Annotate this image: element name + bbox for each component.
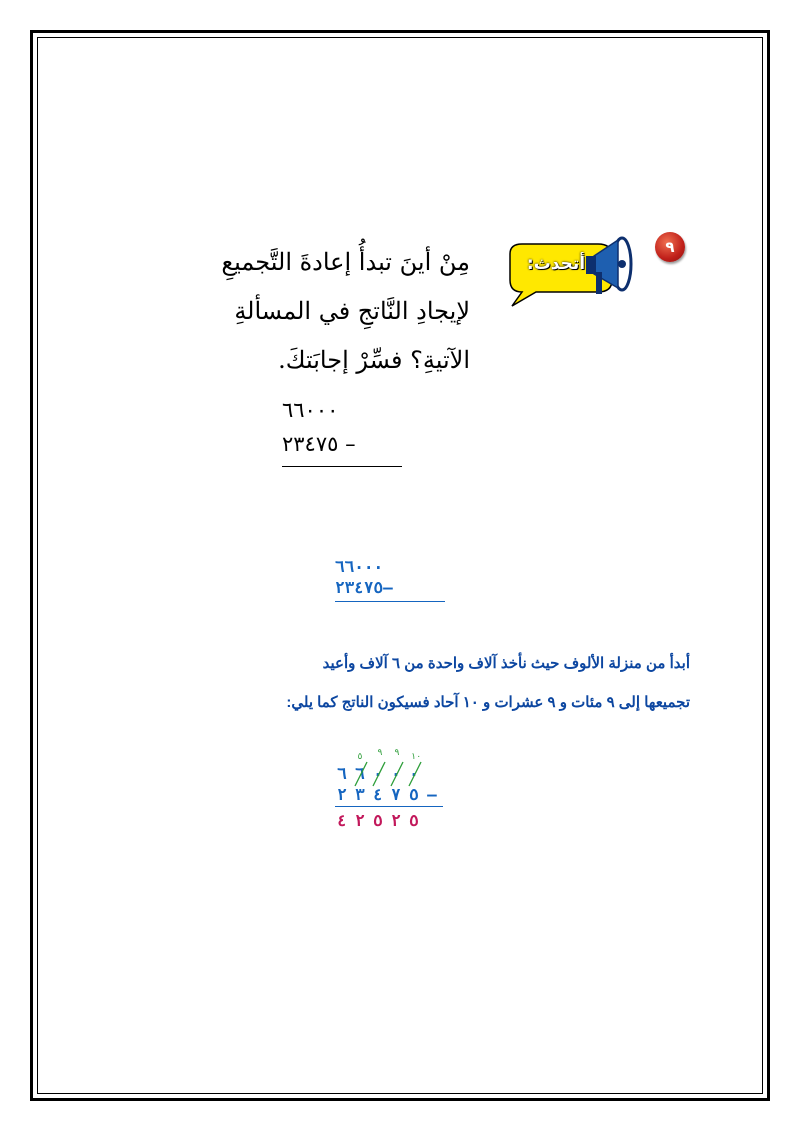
question-number-badge: ٩ — [655, 232, 685, 262]
result-digit: ٤ — [337, 811, 347, 830]
bottom-digit: ٥ — [409, 785, 419, 804]
answer-bottom-number: ٢٣٤٧٥– — [335, 578, 393, 597]
top-digit: ٦ — [355, 764, 365, 783]
speak-callout — [490, 232, 640, 312]
result-digit: ٥ — [373, 811, 383, 830]
borrow-digit: ٥ — [357, 752, 363, 762]
bottom-digit: ٢ — [337, 785, 347, 804]
question-line: الآتيةِ؟ فسِّرْ إجابَتكَ. — [278, 346, 470, 374]
bottom-digit: ٣ — [355, 785, 365, 804]
borrow-digit: ٩ — [394, 748, 400, 758]
minus-sign: – — [427, 785, 437, 804]
result-digit: ٢ — [391, 811, 401, 830]
result-line — [335, 806, 443, 807]
result-digit: ٥ — [409, 811, 419, 830]
speak-label: أتحدث: — [526, 254, 586, 274]
question-line: مِنْ أينَ تبدأُ إعادةَ التَّجميعِ — [221, 248, 470, 276]
problem-underline — [282, 466, 402, 467]
page-border-inner — [37, 37, 763, 1094]
problem-bottom-number: ٢٣٤٧٥ – — [282, 432, 356, 456]
top-digit: ٠ — [391, 764, 401, 783]
borrow-digit: ٩ — [377, 748, 383, 758]
bottom-digit: ٤ — [373, 785, 383, 804]
explanation-line: تجميعها إلى ٩ مئات و ٩ عشرات و ١٠ آحاد فسيكون الناتج كما يلي: — [286, 694, 690, 711]
borrow-digit: ١٠ — [410, 752, 422, 762]
answer-top-number: ٦٦٠٠٠ — [335, 557, 384, 576]
question-text — [130, 238, 470, 385]
bottom-digit: ٧ — [391, 785, 401, 804]
top-digit: ٠ — [409, 764, 419, 783]
problem-top-number: ٦٦٠٠٠ — [282, 398, 339, 422]
question-line: لإيجادِ النَّاتجِ في المسألةِ — [234, 297, 470, 325]
top-digit: ٦ — [337, 764, 347, 783]
answer-underline — [335, 601, 445, 602]
explanation-line: أبدأ من منزلة الألوف حيث نأخذ آلاف واحدة من ٦ آلاف وأعيد — [322, 655, 690, 672]
regroup-solution — [335, 748, 445, 852]
top-digit: ٠ — [373, 764, 383, 783]
result-digit: ٢ — [355, 811, 365, 830]
